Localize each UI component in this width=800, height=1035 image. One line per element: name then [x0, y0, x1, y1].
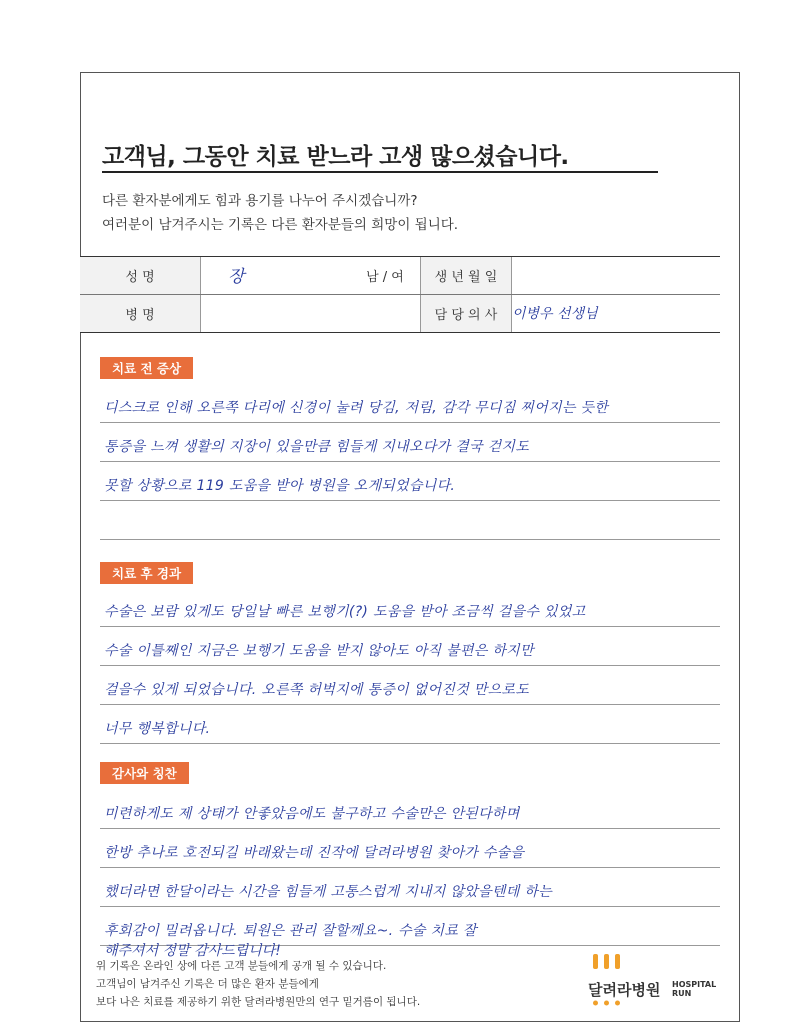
handwritten-text: 못할 상황으로 119 도움을 받아 병원을 오게되었습니다.	[104, 478, 456, 494]
title-underline	[102, 171, 658, 173]
footer-line-3: 보다 나은 치료를 제공하기 위한 달려라병원만의 연구 밑거름이 됩니다.	[96, 996, 421, 1008]
birth-label: 생 년 월 일	[421, 257, 511, 294]
name-value: 장	[228, 267, 245, 287]
birth-field[interactable]	[512, 257, 720, 294]
handwritten-text: 미련하게도 제 상태가 안좋았음에도 불구하고 수술만은 안된다하며	[104, 806, 520, 822]
handwritten-text: 후회감이 밀려옵니다. 퇴원은 관리 잘할께요~. 수술 치료 잘	[104, 923, 477, 939]
handwritten-text: 디스크로 인해 오른쪽 다리에 신경이 눌려 당김, 저림, 감각 무디짐 찌어지는 듯한	[104, 400, 609, 416]
logo-english	[672, 980, 716, 998]
section-thanks-lines[interactable]	[100, 790, 720, 946]
logo-name: 달려라병원	[588, 981, 661, 999]
answer-line	[100, 462, 720, 501]
answer-line	[100, 829, 720, 868]
section-label-before: 치료 전 증상	[100, 357, 193, 379]
handwritten-text: 수술은 보람 있게도 당일날 빠른 보행기(?) 도움을 받아 조금씩 걸을수 있었고	[104, 604, 586, 620]
section-label-thanks: 감사와 칭찬	[100, 762, 189, 784]
answer-line	[100, 790, 720, 829]
answer-line	[100, 705, 720, 744]
disease-label: 병 명	[80, 295, 200, 332]
answer-line	[100, 868, 720, 907]
disease-field[interactable]	[200, 295, 420, 332]
footer-line-1: 위 기록은 온라인 상에 다른 고객 분들에게 공개 될 수 있습니다.	[96, 960, 387, 972]
intro-line-1: 다른 환자분에게도 힘과 용기를 나누어 주시겠습니까?	[102, 193, 418, 209]
info-row-disease	[80, 295, 720, 333]
handwritten-text: 통증을 느껴 생활의 지장이 있을만큼 힘들게 지내오다가 결국 걷지도	[104, 439, 530, 455]
section-label-after: 치료 후 경과	[100, 562, 193, 584]
answer-line	[100, 588, 720, 627]
section-after-lines[interactable]	[100, 588, 720, 744]
handwritten-text: 걸을수 있게 되었습니다. 오른쪽 허벅지에 통증이 없어진것 만으로도	[104, 682, 530, 698]
info-table	[80, 256, 720, 333]
section-before-lines[interactable]	[100, 384, 720, 540]
logo-english-line-1: HOSPITAL	[672, 980, 717, 989]
doctor-value: 이병우 선생님	[512, 306, 598, 322]
gender-label[interactable]: 남 / 여	[366, 270, 404, 285]
handwritten-text: 했더라면 한달이라는 시간을 힘들게 고통스럽게 지내지 않았을텐데 하는	[104, 884, 552, 900]
answer-line	[100, 384, 720, 423]
intro-line-2: 여러분이 남겨주시는 기록은 다른 환자분들의 희망이 됩니다.	[102, 217, 459, 233]
answer-line	[100, 627, 720, 666]
answer-line	[100, 501, 720, 540]
handwritten-text: 너무 행복합니다.	[104, 721, 211, 737]
doctor-label: 담 당 의 사	[421, 295, 511, 332]
footer-line-2: 고객님이 남겨주신 기록은 더 많은 환자 분들에게	[96, 978, 319, 990]
answer-line	[100, 423, 720, 462]
handwritten-text: 수술 이틀째인 지금은 보행기 도움을 받지 않아도 아직 불편은 하지만	[104, 643, 534, 659]
answer-line	[100, 666, 720, 705]
logo-english-line-2: RUN	[672, 989, 692, 998]
handwritten-text-overflow: 해주셔서 정말 감사드립니다!	[104, 943, 281, 959]
name-label: 성 명	[80, 257, 200, 294]
handwritten-text: 한방 추나로 호전되길 바래왔는데 진작에 달려라병원 찾아가 수술을	[104, 845, 525, 861]
page-title: 고객님, 그동안 치료 받느라 고생 많으셨습니다.	[102, 144, 569, 170]
info-row-name	[80, 257, 720, 295]
